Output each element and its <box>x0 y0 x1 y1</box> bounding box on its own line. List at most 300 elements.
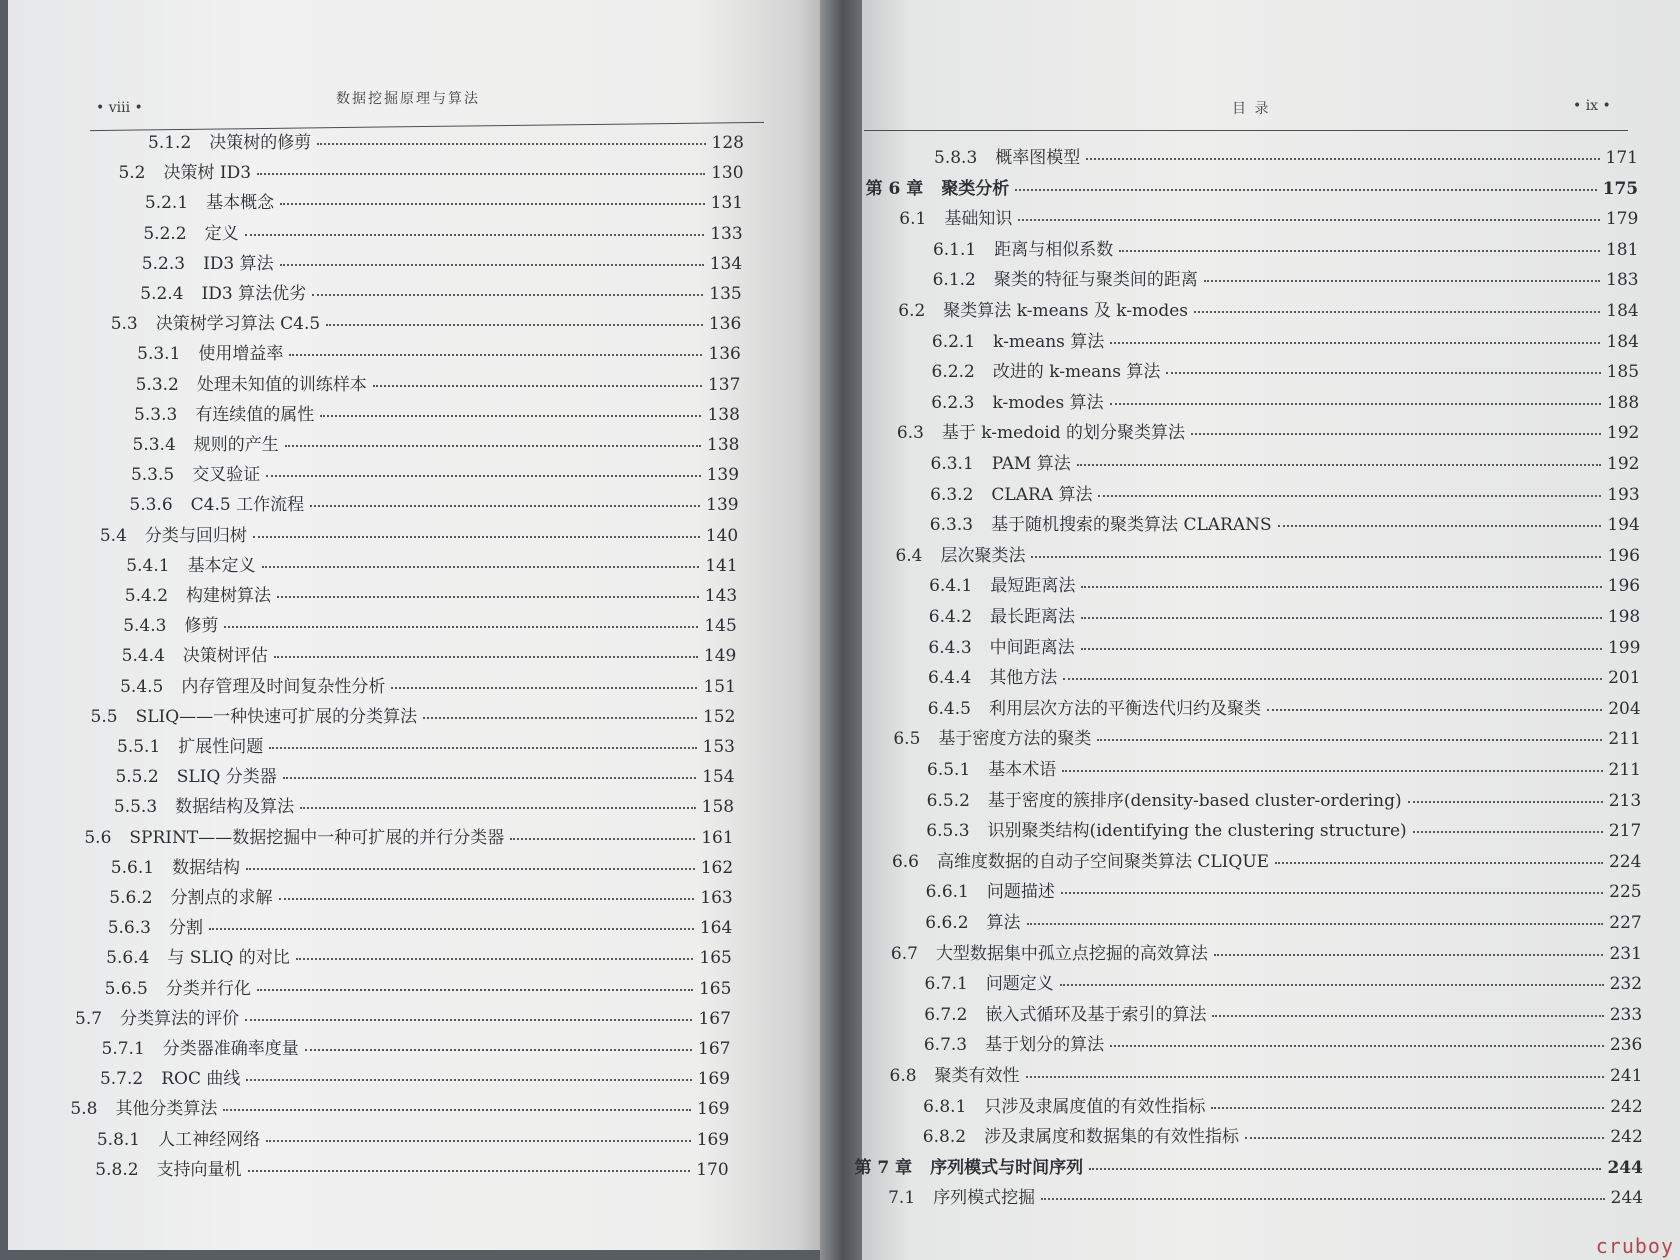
toc-dot-leader <box>312 290 703 296</box>
toc-title: 数据结构 <box>172 857 241 878</box>
toc-page-number: 244 <box>1610 1188 1644 1209</box>
toc-row <box>928 667 1641 689</box>
toc-page-number: 225 <box>1609 882 1642 903</box>
toc-number: 6.6.1 <box>925 882 969 903</box>
toc-row <box>933 269 1639 291</box>
toc-row <box>892 851 1642 873</box>
toc-dot-leader <box>1245 1133 1604 1139</box>
toc-title: 基础知识 <box>944 209 1013 230</box>
toc-dot-leader <box>1061 888 1603 894</box>
toc-page-number: 193 <box>1607 484 1640 505</box>
toc-row <box>140 283 742 305</box>
toc-title: 决策树评估 <box>182 646 268 667</box>
toc-title: 基于 k-medoid 的划分聚类算法 <box>941 423 1186 444</box>
toc-row <box>925 973 1643 995</box>
toc-number: 6.4 <box>895 545 923 566</box>
toc-row <box>75 1008 731 1030</box>
toc-row <box>934 147 1638 169</box>
toc-row <box>899 208 1638 230</box>
toc-title: 分类与回归树 <box>144 525 247 546</box>
toc-dot-leader <box>1110 399 1601 405</box>
toc-dot-leader <box>246 1075 691 1081</box>
toc-number: 5.6.4 <box>106 948 150 969</box>
toc-title: 基于随机搜索的聚类算法 CLARANS <box>991 515 1272 536</box>
watermark-text: cruboy <box>1595 1234 1674 1258</box>
toc-title: 人工神经网络 <box>158 1129 261 1150</box>
toc-number: 6.4.2 <box>928 607 973 627</box>
toc-number: 6.8.2 <box>922 1127 967 1148</box>
toc-dot-leader <box>262 562 700 568</box>
toc-dot-leader <box>1278 521 1602 527</box>
toc-number: 6.4.5 <box>927 698 971 719</box>
toc-page-number: 170 <box>696 1159 729 1180</box>
toc-number: 6.4.3 <box>928 637 972 658</box>
toc-page-number: 131 <box>710 193 744 214</box>
toc-page-number: 163 <box>700 888 733 908</box>
toc-page-number: 141 <box>705 555 738 576</box>
toc-title: 问题描述 <box>986 882 1055 903</box>
toc-title: 最长距离法 <box>990 607 1076 627</box>
toc-page-number: 151 <box>703 676 736 697</box>
toc-page-number: 139 <box>706 495 739 516</box>
toc-dot-leader <box>1031 552 1601 558</box>
toc-number: 6.1 <box>899 209 927 230</box>
toc-page-number: 140 <box>705 525 739 546</box>
toc-row <box>133 434 740 456</box>
toc-title: 修剪 <box>184 616 219 637</box>
toc-number: 5.4.4 <box>121 646 165 667</box>
toc-dot-leader <box>1081 582 1601 588</box>
toc-title: 内存管理及时间复杂性分析 <box>181 676 386 697</box>
toc-dot-leader <box>246 864 695 870</box>
toc-dot-leader <box>253 532 700 538</box>
toc-dot-leader <box>209 924 694 930</box>
toc-title: 基于划分的算法 <box>985 1035 1105 1056</box>
toc-row <box>898 300 1639 322</box>
toc-title: 其他分类算法 <box>115 1099 218 1120</box>
toc-title: 聚类的特征与聚类间的距离 <box>993 270 1198 291</box>
toc-dot-leader <box>1086 154 1599 160</box>
toc-title: ID3 算法优劣 <box>201 284 307 304</box>
toc-row <box>888 1187 1643 1209</box>
toc-dot-leader <box>257 985 693 991</box>
toc-page-number: 171 <box>1605 148 1638 168</box>
toc-number: 6.3.2 <box>930 484 974 505</box>
toc-number: 5.2.3 <box>141 253 186 274</box>
toc-page-number: 224 <box>1608 851 1642 872</box>
toc-dot-leader <box>1191 429 1601 435</box>
toc-dot-leader <box>1119 246 1600 252</box>
toc-dot-leader <box>1077 460 1601 466</box>
toc-page-number: 133 <box>710 223 743 244</box>
toc-number: 6.4.4 <box>928 668 972 689</box>
toc-number: 6.3.1 <box>930 454 974 474</box>
toc-row <box>100 1068 730 1090</box>
toc-row <box>95 1159 728 1181</box>
toc-dot-leader <box>1408 797 1603 803</box>
toc-row <box>84 827 733 849</box>
toc-title: 分割点的求解 <box>170 888 273 908</box>
toc-title: 交叉验证 <box>192 465 261 486</box>
toc-row <box>134 404 740 426</box>
toc-title: 支持向量机 <box>156 1159 242 1180</box>
toc-chapter-row <box>854 1157 1643 1179</box>
toc-row <box>923 1096 1643 1118</box>
toc-dot-leader <box>266 471 700 477</box>
toc-row <box>105 978 732 1000</box>
toc-number: 5.3 <box>110 314 138 335</box>
toc-row <box>932 331 1639 353</box>
toc-page-number: 184 <box>1606 331 1639 352</box>
toc-row <box>927 790 1642 812</box>
toc-page-number: 185 <box>1606 362 1640 383</box>
toc-title: 基本概念 <box>206 193 275 214</box>
toc-page-number: 154 <box>702 767 735 788</box>
toc-dot-leader <box>1098 491 1601 497</box>
toc-row <box>926 881 1642 903</box>
toc-number: 6.1.1 <box>932 239 977 260</box>
toc-title: 决策树学习算法 C4.5 <box>155 314 321 335</box>
toc-page-number: 137 <box>707 374 741 395</box>
toc-number: 5.4.5 <box>120 676 164 697</box>
toc-number: 5.6.2 <box>109 888 153 908</box>
toc-row <box>928 637 1640 659</box>
toc-title: 算法 <box>986 913 1021 933</box>
toc-row <box>118 162 743 184</box>
toc-page-number: 149 <box>703 646 737 667</box>
toc-page-number: 211 <box>1608 729 1641 750</box>
toc-title: 利用层次方法的平衡迭代归约及聚类 <box>988 698 1261 719</box>
toc-page-number: 192 <box>1607 454 1640 474</box>
toc-title: k-modes 算法 <box>992 392 1104 413</box>
toc-title: 处理未知值的训练样本 <box>196 374 367 395</box>
toc-number: 5.4.2 <box>124 586 169 606</box>
toc-dot-leader <box>279 894 695 900</box>
toc-page-number: 138 <box>707 404 740 425</box>
toc-title: 中间距离法 <box>989 637 1075 658</box>
toc-row <box>129 494 738 516</box>
toc-dot-leader <box>300 803 695 809</box>
toc-title: 数据结构及算法 <box>175 797 295 818</box>
toc-row <box>114 796 734 818</box>
toc-page-number: 244 <box>1607 1157 1643 1178</box>
toc-page-number: 135 <box>709 284 742 304</box>
right-page-number: • ix • <box>1573 98 1611 114</box>
toc-title: 规则的产生 <box>193 435 279 455</box>
toc-title: 问题定义 <box>985 974 1054 995</box>
toc-number: 5.8.1 <box>96 1129 141 1150</box>
toc-dot-leader <box>1166 368 1600 374</box>
right-header-rule <box>864 130 1628 131</box>
toc-row <box>890 1065 1643 1087</box>
toc-dot-leader <box>510 834 695 840</box>
toc-dot-leader <box>1062 766 1602 772</box>
toc-page-number: 196 <box>1607 576 1641 597</box>
toc-number: 5.2 <box>118 163 146 184</box>
toc-number: 6.2 <box>898 301 926 321</box>
toc-number: 5.5.2 <box>115 767 159 788</box>
toc-number: 5.7 <box>75 1008 103 1029</box>
toc-page-number: 152 <box>702 706 736 727</box>
toc-row <box>115 766 734 788</box>
toc-row <box>933 239 1639 261</box>
toc-dot-leader <box>310 501 700 507</box>
toc-title: 使用增益率 <box>198 344 284 365</box>
toc-number: 5.3.3 <box>134 404 178 425</box>
toc-page-number: 165 <box>698 978 732 999</box>
toc-row <box>100 525 738 547</box>
toc-title: 改进的 k-means 算法 <box>992 362 1161 383</box>
toc-row <box>142 253 742 275</box>
toc-title: 基于密度方法的聚类 <box>938 729 1092 750</box>
toc-row <box>923 1126 1643 1148</box>
toc-dot-leader <box>373 381 702 387</box>
toc-page-number: 167 <box>698 1039 731 1059</box>
toc-row <box>895 545 1640 567</box>
toc-title: SLIQ 分类器 <box>176 767 277 788</box>
toc-dot-leader <box>1027 919 1604 925</box>
toc-number: 6.5.3 <box>926 821 970 842</box>
toc-number: 6.8.1 <box>923 1096 967 1117</box>
toc-dot-leader <box>257 169 705 175</box>
toc-page-number: 136 <box>708 314 742 335</box>
toc-dot-leader <box>317 139 705 145</box>
toc-number: 6.1.2 <box>932 270 976 291</box>
toc-page-number: 167 <box>698 1008 731 1029</box>
toc-page-number: 181 <box>1605 239 1639 260</box>
toc-number: 5.3.6 <box>129 495 173 516</box>
toc-page-number: 169 <box>697 1069 731 1090</box>
toc-dot-leader <box>326 320 703 326</box>
toc-page-number: 169 <box>697 1099 730 1120</box>
toc-row <box>123 615 737 637</box>
toc-number: 5.8.3 <box>934 148 978 168</box>
toc-page-number: 204 <box>1608 698 1641 719</box>
toc-number: 5.2.1 <box>144 193 189 214</box>
toc-title: 分类并行化 <box>165 978 251 999</box>
toc-page-number: 161 <box>701 827 734 848</box>
toc-title: 识别聚类结构(identifying the clustering structure) <box>987 821 1407 842</box>
toc-row <box>893 728 1641 750</box>
toc-title: 分类器准确率度量 <box>162 1039 299 1059</box>
toc-page-number: 236 <box>1609 1035 1643 1056</box>
toc-dot-leader <box>277 592 699 598</box>
toc-page-number: 211 <box>1608 760 1641 780</box>
toc-number: 第 6 章 <box>865 178 924 199</box>
toc-title: 序列模式挖掘 <box>933 1188 1036 1209</box>
toc-title: 与 SLIQ 的对比 <box>167 948 290 969</box>
toc-title: SLIQ——一种快速可扩展的分类算法 <box>135 706 418 727</box>
toc-dot-leader <box>1041 1194 1605 1200</box>
toc-page-number: 217 <box>1608 821 1642 842</box>
toc-row <box>125 585 738 607</box>
toc-row <box>143 223 742 245</box>
toc-row <box>145 192 743 214</box>
toc-title: 有连续值的属性 <box>195 404 315 425</box>
toc-row <box>927 759 1641 781</box>
toc-row <box>111 313 742 335</box>
toc-row <box>126 555 737 577</box>
toc-dot-leader <box>1212 1011 1603 1017</box>
right-running-title: 目 录 <box>1232 101 1271 117</box>
toc-dot-leader <box>289 350 702 356</box>
toc-page-number: 199 <box>1607 637 1641 658</box>
toc-row <box>931 453 1640 475</box>
toc-dot-leader <box>1063 674 1602 680</box>
toc-title: 基本术语 <box>988 760 1057 780</box>
toc-row <box>897 422 1640 444</box>
toc-title: 聚类有效性 <box>934 1066 1020 1086</box>
toc-dot-leader <box>1110 338 1600 344</box>
toc-page-number: 192 <box>1606 423 1640 444</box>
toc-number: 5.3.2 <box>135 374 179 395</box>
toc-row <box>136 374 741 396</box>
toc-number: 6.3 <box>896 423 924 444</box>
toc-page-number: 130 <box>711 163 744 184</box>
toc-title: 序列模式与时间序列 <box>930 1157 1084 1178</box>
toc-page-number: 128 <box>711 133 744 153</box>
toc-page-number: 179 <box>1605 209 1639 230</box>
toc-title: PAM 算法 <box>991 454 1071 474</box>
toc-number: 5.4.3 <box>123 616 167 637</box>
toc-dot-leader <box>1110 1041 1604 1047</box>
toc-dot-leader <box>283 773 696 779</box>
toc-title: 涉及隶属度和数据集的有效性指标 <box>984 1127 1240 1148</box>
toc-page-number: 153 <box>702 737 735 757</box>
toc-title: C4.5 工作流程 <box>190 495 305 516</box>
toc-page-number: 242 <box>1610 1127 1643 1148</box>
toc-row <box>91 706 736 728</box>
toc-title: 分割 <box>168 918 203 939</box>
toc-dot-leader <box>280 199 704 205</box>
toc-row <box>148 132 744 154</box>
toc-row <box>131 464 739 486</box>
toc-title: CLARA 算法 <box>991 484 1093 505</box>
toc-page-number: 213 <box>1608 790 1642 811</box>
toc-number: 5.2.2 <box>143 223 187 244</box>
toc-dot-leader <box>1413 827 1603 833</box>
toc-dot-leader <box>1081 613 1602 619</box>
toc-row <box>930 484 1640 506</box>
toc-row <box>932 361 1640 383</box>
toc-title: 高维度数据的自动子空间聚类算法 CLIQUE <box>936 851 1270 872</box>
toc-number: 6.4.1 <box>929 576 973 597</box>
toc-number: 6.2.2 <box>931 362 975 383</box>
toc-page-number: 201 <box>1608 668 1641 689</box>
toc-title: 聚类算法 k-means 及 k-modes <box>943 301 1189 321</box>
toc-row <box>117 736 735 758</box>
toc-number: 6.5.2 <box>926 790 970 811</box>
toc-title: SPRINT——数据挖掘中一种可扩展的并行分类器 <box>129 827 505 848</box>
toc-page-number: 198 <box>1607 607 1641 627</box>
left-running-title: 数据挖掘原理与算法 <box>336 91 480 107</box>
toc-page-number: 184 <box>1606 301 1639 321</box>
toc-dot-leader <box>245 1015 692 1021</box>
left-header-rule <box>90 122 764 131</box>
toc-number: 5.4 <box>99 525 127 546</box>
toc-page-number: 227 <box>1609 913 1642 933</box>
toc-page-number: 169 <box>696 1129 730 1150</box>
toc-dot-leader <box>274 652 698 658</box>
toc-page-number: 196 <box>1607 545 1640 566</box>
toc-dot-leader <box>266 1136 691 1142</box>
toc-number: 6.6 <box>891 851 919 872</box>
toc-dot-leader <box>1060 980 1604 986</box>
toc-page-number: 183 <box>1606 270 1639 291</box>
toc-number: 5.7.1 <box>101 1039 145 1059</box>
toc-title: 决策树的修剪 <box>209 133 312 153</box>
toc-number: 5.5.1 <box>117 737 161 757</box>
right-page <box>854 0 1680 1260</box>
toc-row <box>929 575 1640 597</box>
toc-number: 6.7.3 <box>923 1035 968 1056</box>
toc-row <box>926 820 1641 842</box>
toc-number: 6.7 <box>890 943 918 964</box>
toc-number: 5.4.1 <box>126 555 170 576</box>
toc-number: 5.6.3 <box>107 918 151 939</box>
left-page-number: • viii • <box>96 100 143 116</box>
toc-number: 5.5 <box>90 706 118 727</box>
toc-page-number: 165 <box>699 948 732 969</box>
toc-title: 基于密度的簇排序(density-based cluster-ordering) <box>987 790 1402 811</box>
toc-number: 6.5 <box>893 729 921 750</box>
toc-row <box>137 343 741 365</box>
toc-row <box>111 857 733 879</box>
toc-dot-leader <box>280 260 704 266</box>
toc-page-number: 164 <box>699 918 733 939</box>
toc-title: 层次聚类法 <box>940 545 1026 566</box>
toc-page-number: 232 <box>1609 974 1643 995</box>
toc-title: 其他方法 <box>989 668 1058 689</box>
toc-page-number: 194 <box>1607 515 1640 536</box>
toc-number: 5.8 <box>70 1099 98 1120</box>
toc-number: 5.3.4 <box>132 435 176 455</box>
toc-dot-leader <box>269 743 696 749</box>
toc-dot-leader <box>224 622 698 628</box>
toc-row <box>924 1004 1642 1026</box>
toc-row <box>120 676 736 698</box>
toc-dot-leader <box>1204 276 1600 282</box>
toc-page-number: 158 <box>701 797 735 818</box>
toc-number: 7.1 <box>888 1188 916 1209</box>
toc-title: 最短距离法 <box>990 576 1076 597</box>
toc-number: 5.3.1 <box>137 344 181 365</box>
toc-title: 嵌入式循环及基于索引的算法 <box>985 1004 1207 1025</box>
toc-dot-leader <box>1214 950 1604 956</box>
toc-row <box>102 1038 731 1060</box>
toc-page-number: 145 <box>704 616 737 637</box>
toc-dot-leader <box>285 441 701 447</box>
toc-dot-leader <box>1089 1164 1601 1170</box>
toc-number: 5.3.5 <box>130 465 175 486</box>
toc-title: 扩展性问题 <box>178 737 264 757</box>
toc-number: 6.2.3 <box>931 392 975 413</box>
toc-number: 5.8.2 <box>95 1159 139 1180</box>
toc-number: 6.2.1 <box>931 331 976 352</box>
toc-row <box>108 917 733 939</box>
toc-row <box>70 1098 729 1120</box>
toc-dot-leader <box>1015 185 1596 191</box>
toc-dot-leader <box>1267 705 1602 711</box>
toc-number: 6.8 <box>889 1066 917 1086</box>
toc-dot-leader <box>245 230 705 236</box>
toc-row <box>106 947 732 969</box>
book-gutter <box>820 0 862 1260</box>
toc-row <box>891 943 1642 965</box>
toc-number: 6.3.3 <box>929 515 974 536</box>
toc-number: 6.7.1 <box>924 974 968 995</box>
toc-page-number: 138 <box>707 435 740 455</box>
